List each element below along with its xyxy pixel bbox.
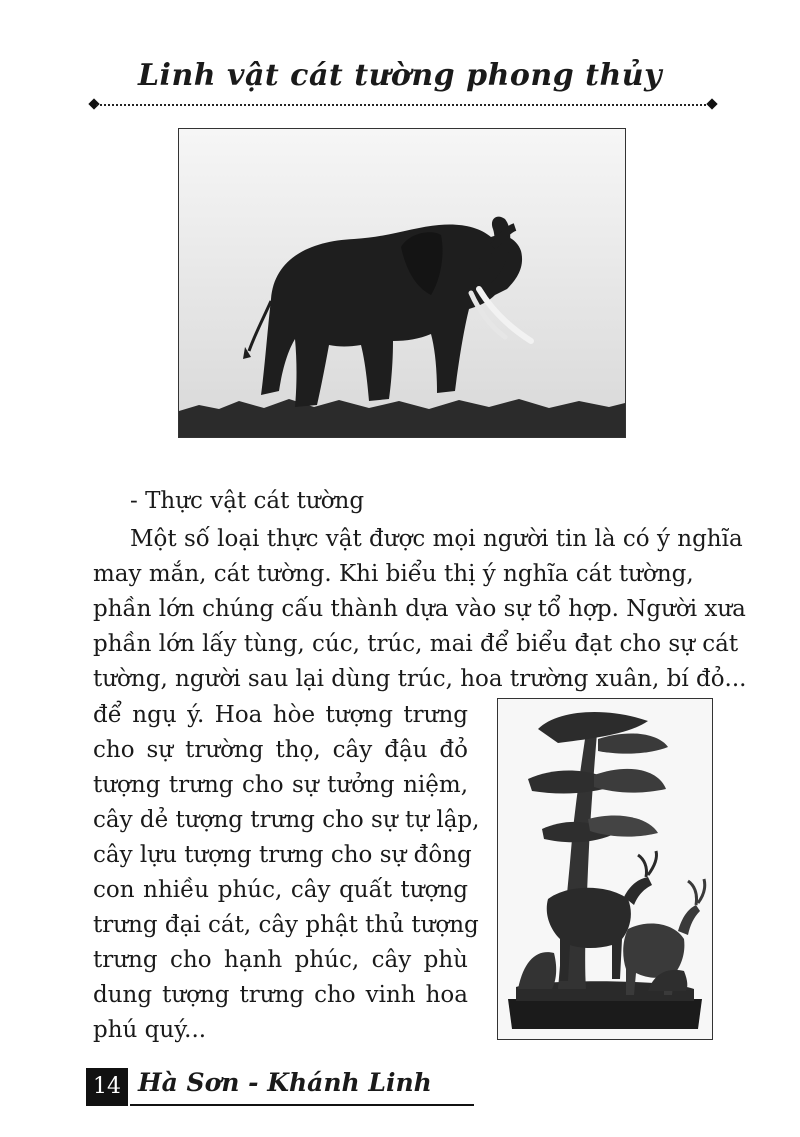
statue-illustration [498, 699, 712, 1039]
paragraph-line: phần lớn lấy tùng, cúc, trúc, mai để biểu đạt cho sự cát [93, 631, 739, 657]
paragraph-line: tượng trưng cho sự tưởng niệm, [93, 772, 468, 798]
paragraph-line: phần lớn chúng cấu thành dựa vào sự tổ hợp. Người xưa [93, 596, 746, 622]
paragraph-line: cây lựu tượng trưng cho sự đông [93, 842, 472, 868]
carved-statue-photo [497, 698, 713, 1040]
paragraph-line: dung tượng trưng cho vinh hoa [93, 982, 468, 1008]
paragraph-line: trưng đại cát, cây phật thủ tượng [93, 912, 479, 938]
paragraph-line: để ngụ ý. Hoa hòe tượng trưng [93, 702, 468, 728]
paragraph-line: cho sự trường thọ, cây đậu đỏ [93, 737, 468, 763]
page-number: 14 [86, 1068, 128, 1106]
paragraph-line: con nhiều phúc, cây quất tượng [93, 877, 468, 903]
paragraph-line: tường, người sau lại dùng trúc, hoa trường xuân, bí đỏ... [93, 666, 747, 692]
paragraph-line: cây dẻ tượng trưng cho sự tự lập, [93, 807, 480, 833]
wrapped-paragraph [93, 698, 480, 1048]
section-subheading: - Thực vật cát tường [130, 488, 365, 514]
elephant-silhouette [179, 129, 625, 437]
paragraph-line: trưng cho hạnh phúc, cây phù [93, 947, 468, 973]
running-header-title: Linh vật cát tường phong thủy [137, 58, 663, 93]
paragraph-line: may mắn, cát tường. Khi biểu thị ý nghĩa cát tường, [93, 561, 694, 587]
paragraph-line: phú quý... [93, 1017, 207, 1043]
footer-underline [130, 1104, 474, 1106]
diamond-ornament-right [706, 98, 717, 109]
header-divider [90, 99, 716, 111]
footer-author: Hà Sơn - Khánh Linh [138, 1068, 432, 1097]
elephant-photo [178, 128, 626, 438]
body-paragraph [93, 522, 747, 697]
paragraph-line: Một số loại thực vật được mọi người tin là có ý nghĩa [130, 526, 743, 552]
